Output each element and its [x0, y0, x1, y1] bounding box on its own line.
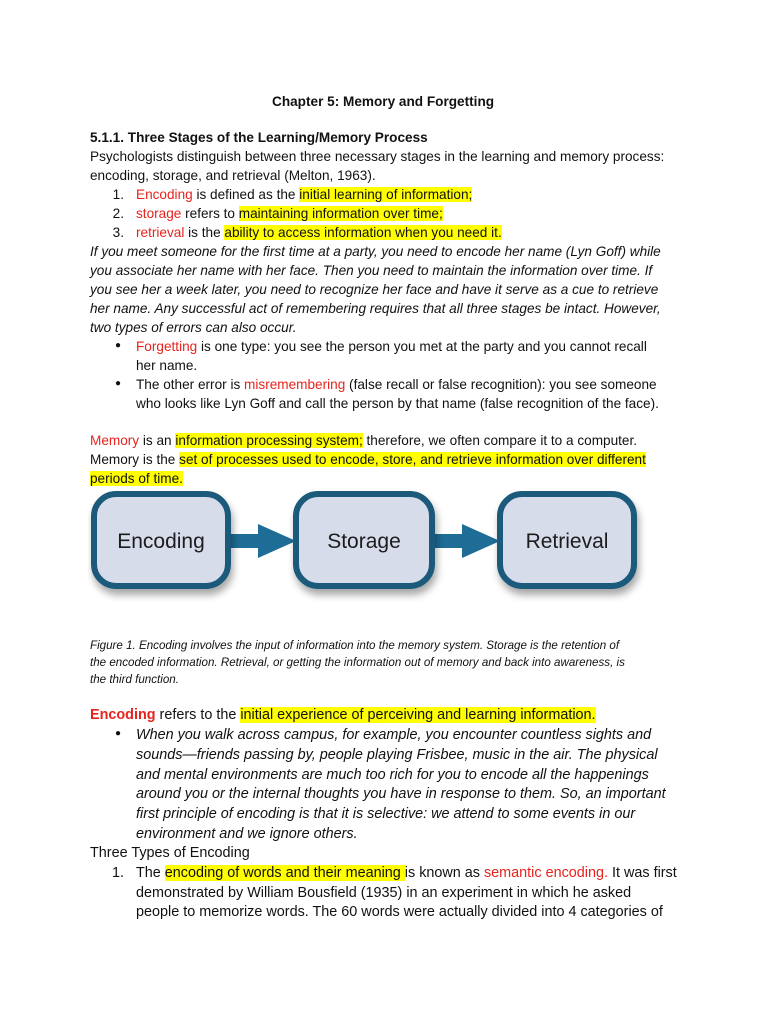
memory-line-3 [90, 470, 183, 488]
semantic-encoding-term: semantic encoding. [483, 865, 608, 881]
encoding-definition: Encoding refers to the initial experience of perceiving and learning information. [90, 707, 596, 723]
example-line-4: her name. Any successful act of remembering requires that all three stages be intact. However, [90, 301, 661, 316]
error-term: misremembering [244, 377, 346, 392]
figure-caption-line-1: Figure 1. Encoding involves the input of information into the memory system. Storage is the retention of [90, 639, 620, 652]
list-number: 1. [112, 187, 124, 202]
example-line-1: If you meet someone for the first time at a party, you need to encode her name (Lyn Goff) while [90, 244, 661, 259]
intro-line-1: Psychologists distinguish between three necessary stages in the learning and memory process: [90, 149, 665, 164]
retrieval-label: Retrieval [525, 530, 609, 553]
memory-term: Memory [90, 433, 140, 448]
arrow-encoding-to-storage [228, 524, 296, 558]
list-item-continuation: her name. [136, 358, 198, 373]
storage-label: Storage [327, 530, 401, 553]
list-item: The other error is misremembering (false recall or false recognition): you see someone [136, 377, 657, 392]
section-heading: 5.1.1. Three Stages of the Learning/Memory Process [90, 130, 428, 145]
intro-line-2: encoding, storage, and retrieval (Melton, 1963). [90, 168, 376, 183]
memory-line-1: Memory is an information processing system; therefore, we often compare it to a computer. [90, 433, 638, 448]
highlight: ability to access information when you need it. [224, 225, 502, 240]
list-item-continuation: people to memorize words. The 60 words were actually divided into 4 categories of [136, 904, 663, 920]
list-item-continuation: who looks like Lyn Goff and call the person by that name (false recognition of the face). [136, 396, 659, 411]
stage-term: storage [136, 206, 182, 221]
storage-box [296, 494, 432, 586]
highlight: maintaining information over time; [238, 206, 443, 221]
encoding-example-line-3: and mental environments are much too rich for you to encode all the happenings [136, 767, 649, 783]
list-number: 3. [112, 225, 124, 240]
bullet: ● [114, 378, 122, 389]
list-number: 2. [112, 206, 124, 221]
encoding-term: Encoding [90, 707, 156, 723]
list-item: Forgetting is one type: you see the person you met at the party and you cannot recall [136, 339, 647, 354]
figure-caption-line-2: the encoded information. Retrieval, or getting the information out of memory and back into awareness, is [90, 656, 625, 669]
example-line-3: you see her a week later, you need to recognize her face and have it serve as a cue to retrieve [90, 282, 659, 297]
encoding-example-line-2: sounds—friends passing by, people playing Frisbee, music in the air. The physical [136, 747, 658, 763]
encoding-label: Encoding [117, 530, 205, 553]
list-item: The encoding of words and their meaning is known as semantic encoding. It was first [136, 865, 677, 881]
bullet: ● [114, 340, 122, 351]
highlight: set of processes used to encode, store, and retrieve information over different [179, 452, 646, 467]
highlight: encoding of words and their meaning [164, 865, 405, 881]
highlight: periods of time. [90, 471, 183, 486]
memory-line-2: Memory is the set of processes used to encode, store, and retrieve information over different [90, 452, 646, 467]
error-term: Forgetting [136, 339, 198, 354]
encoding-example-line-5: first principle of encoding is that it is selective: we attend to some events in our [136, 806, 636, 822]
example-line-5: two types of errors can also occur. [90, 320, 297, 335]
stage-term: retrieval [136, 225, 185, 240]
encoding-example-line-4: around you or the internal thoughts you have in response to them. So, an important [136, 786, 666, 802]
encoding-example-line-6: environment and we ignore others. [136, 826, 358, 842]
highlight: initial learning of information; [299, 187, 473, 202]
list-item-continuation: demonstrated by William Bousfield (1935) in an experiment in which he asked [136, 885, 632, 901]
list-number: 1. [111, 865, 124, 881]
highlight: initial experience of perceiving and learning information. [240, 707, 596, 723]
encoding-example-line-1: When you walk across campus, for example, you encounter countless sights and [136, 727, 652, 743]
figure-caption-line-3: the third function. [90, 673, 179, 686]
retrieval-box [500, 494, 634, 586]
memory-process-diagram [88, 488, 650, 610]
encoding-box [94, 494, 228, 586]
highlight: information processing system; [175, 433, 363, 448]
types-heading: Three Types of Encoding [90, 845, 250, 861]
arrow-storage-to-retrieval [432, 524, 500, 558]
bullet: ● [114, 728, 122, 739]
stage-term: Encoding [136, 187, 193, 202]
page-title: Chapter 5: Memory and Forgetting [272, 94, 495, 109]
document-page: Chapter 5: Memory and Forgetting 5.1.1. Three Stages of the Learning/Memory Process Psychologists distinguish between three necessary stages in the learning and memory process: encoding, storage, and retrieval (Melton, 1963). 1. Encoding is defined as the initial learning of information; 2. storage refers to maintaining information over time; 3. retrieval is the ability to access information when you need it. If you meet someone for the first time at a party, you need to encode her name (Lyn Goff) while you associate her name with her face. Then you need to maintain the information over time. If you see her a week later, you need to recognize her face and have it serve as a cue to retrieve her name. Any successful act of remembering requires that all three stages be intact. However, two types of errors can also occur. ● Forgetting is one type: you see the person you met at the party and you cannot recall her name. ● The other error is misremembering (false recall or false recognition): you see someone who looks like Lyn Goff and call the person by that name (false recognition of the face). Memory is an information processing system; therefore, we often compare it to a computer. Memory is the set of processes used to encode, store, and retrieve information over different periods of time. Encoding Storage Retrieval Figure 1. Encoding involves the input of information into the memory system. Storage is the retention of the encoded information. Retrieval, or getting the information out of memory and back into awareness, is the third function. Encoding refers to the initial experience of perceiving and learning information. ● When you walk across campus, for example, you encounter countless sights and sounds—friends passing by, people playing Frisbee, music in the air. The physical and mental environments are much too rich for you to encode all the happenings around you or the internal thoughts you have in response to them. So, an important first principle of encoding is that it is selective: we attend to some events in our environment and we ignore others. Three Types of Encoding 1. The encoding of words and their meaning is known as semantic encoding. It was first demonstrated by William Bousfield (1935) in an experiment in which he asked people to memorize words. The 60 words were actually divided into 4 categories of [90, 94, 677, 920]
example-line-2: you associate her name with her face. Then you need to maintain the information over time. If [90, 263, 653, 278]
